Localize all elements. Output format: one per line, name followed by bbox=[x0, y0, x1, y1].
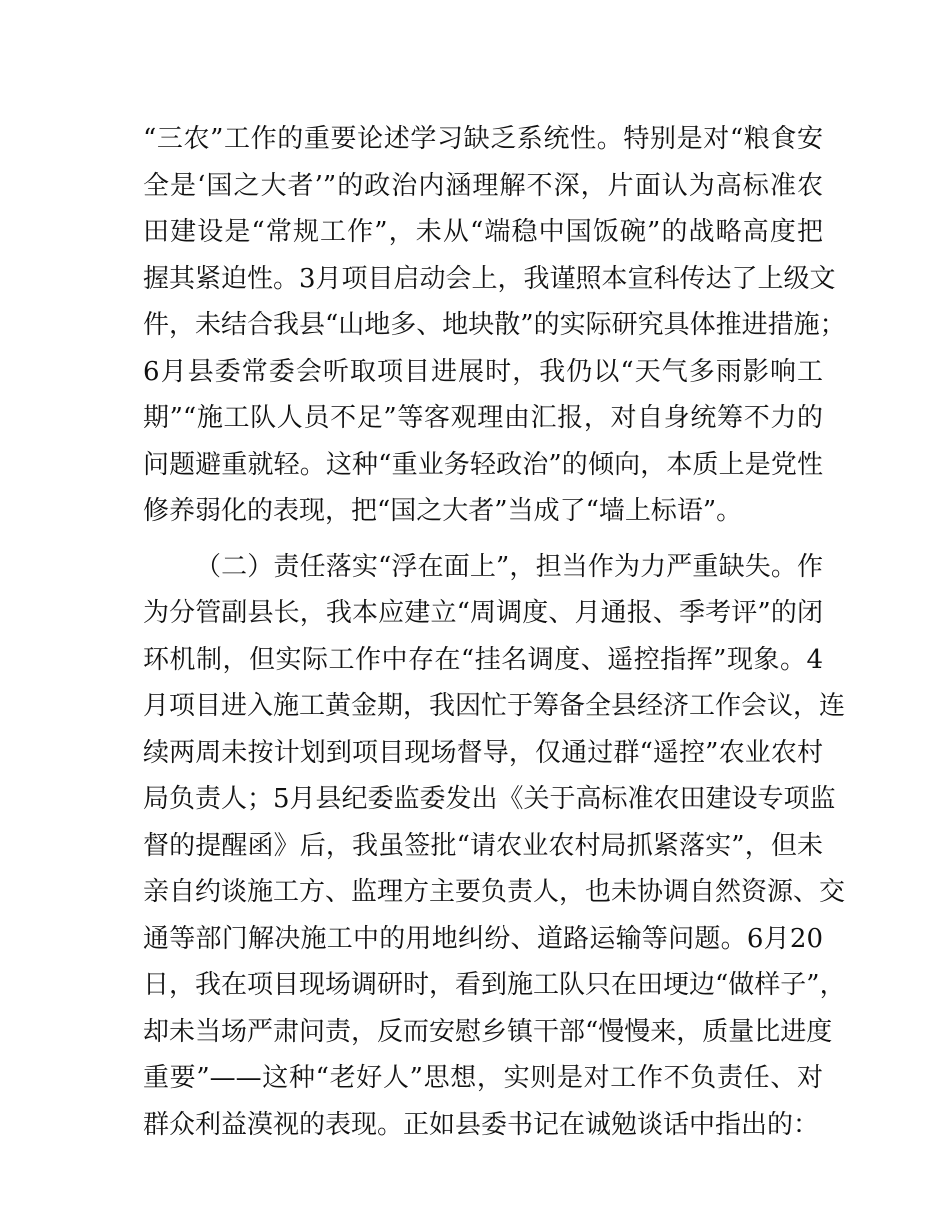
paragraph-1 bbox=[143, 116, 846, 535]
text-line: 却未当场严肃问责，反而安慰乡镇干部“慢慢来，质量比进度 bbox=[143, 1016, 833, 1047]
text-line: 握其紧迫性。3月项目启动会上，我谨照本宣科传达了上级文 bbox=[143, 263, 836, 294]
text-line: 局负责人；5月县纪委监委发出《关于高标准农田建设专项监 bbox=[143, 784, 836, 814]
paragraph-gap bbox=[143, 535, 823, 544]
text-line: 问题避重就轻。这种“重业务轻政治”的倾向，本质上是党性 bbox=[143, 449, 823, 480]
text-line: 环机制，但实际工作中存在“挂名调度、遥控指挥”现象。4 bbox=[143, 644, 823, 675]
section-heading-line: （二）责任落实“浮在面上”，担当作为力严重缺失。作 bbox=[195, 551, 823, 582]
text-line: 全是‘国之大者’”的政治内涵理解不深，片面认为高标准农 bbox=[143, 170, 823, 201]
text-line: 6月县委常委会听取项目进展时，我仍以“天气多雨影响工 bbox=[143, 356, 823, 387]
text-line: 通等部门解决施工中的用地纠纷、道路运输等问题。6月20 bbox=[143, 923, 823, 954]
text-line: 督的提醒函》后，我虽签批“请农业农村局抓紧落实”，但未 bbox=[143, 830, 823, 861]
text-line: 群众利益漠视的表现。正如县委书记在诚勉谈话中指出的： bbox=[143, 1109, 820, 1140]
text-line: 为分管副县长，我本应建立“周调度、月通报、季考评”的闭 bbox=[143, 598, 823, 628]
text-line: 亲自约谈施工方、监理方主要负责人，也未协调自然资源、交 bbox=[143, 877, 846, 907]
text-line: “三农”工作的重要论述学习缺乏系统性。特别是对“粮食安 bbox=[143, 124, 823, 154]
text-line: 月项目进入施工黄金期，我因忙于筹备全县经济工作会议，连 bbox=[143, 691, 846, 721]
paragraph-2 bbox=[143, 544, 846, 1149]
text-line: 日，我在项目现场调研时，看到施工队只在田埂边“做样子”， bbox=[143, 970, 846, 1000]
text-line: 续两周未按计划到项目现场督导，仅通过群“遥控”农业农村 bbox=[143, 737, 823, 768]
text-line: 重要”——这种“老好人”思想，实则是对工作不负责任、对 bbox=[143, 1063, 823, 1093]
text-line: 修养弱化的表现，把“国之大者”当成了“墙上标语”。 bbox=[143, 496, 743, 526]
body-text bbox=[143, 116, 846, 1148]
text-line: 田建设是“常规工作”，未从“端稳中国饭碗”的战略高度把 bbox=[143, 217, 823, 247]
text-line: 件，未结合我县“山地多、地块散”的实际研究具体推进措施； bbox=[143, 310, 846, 340]
text-line: 期”“施工队人员不足”等客观理由汇报，对自身统筹不力的 bbox=[143, 403, 823, 433]
